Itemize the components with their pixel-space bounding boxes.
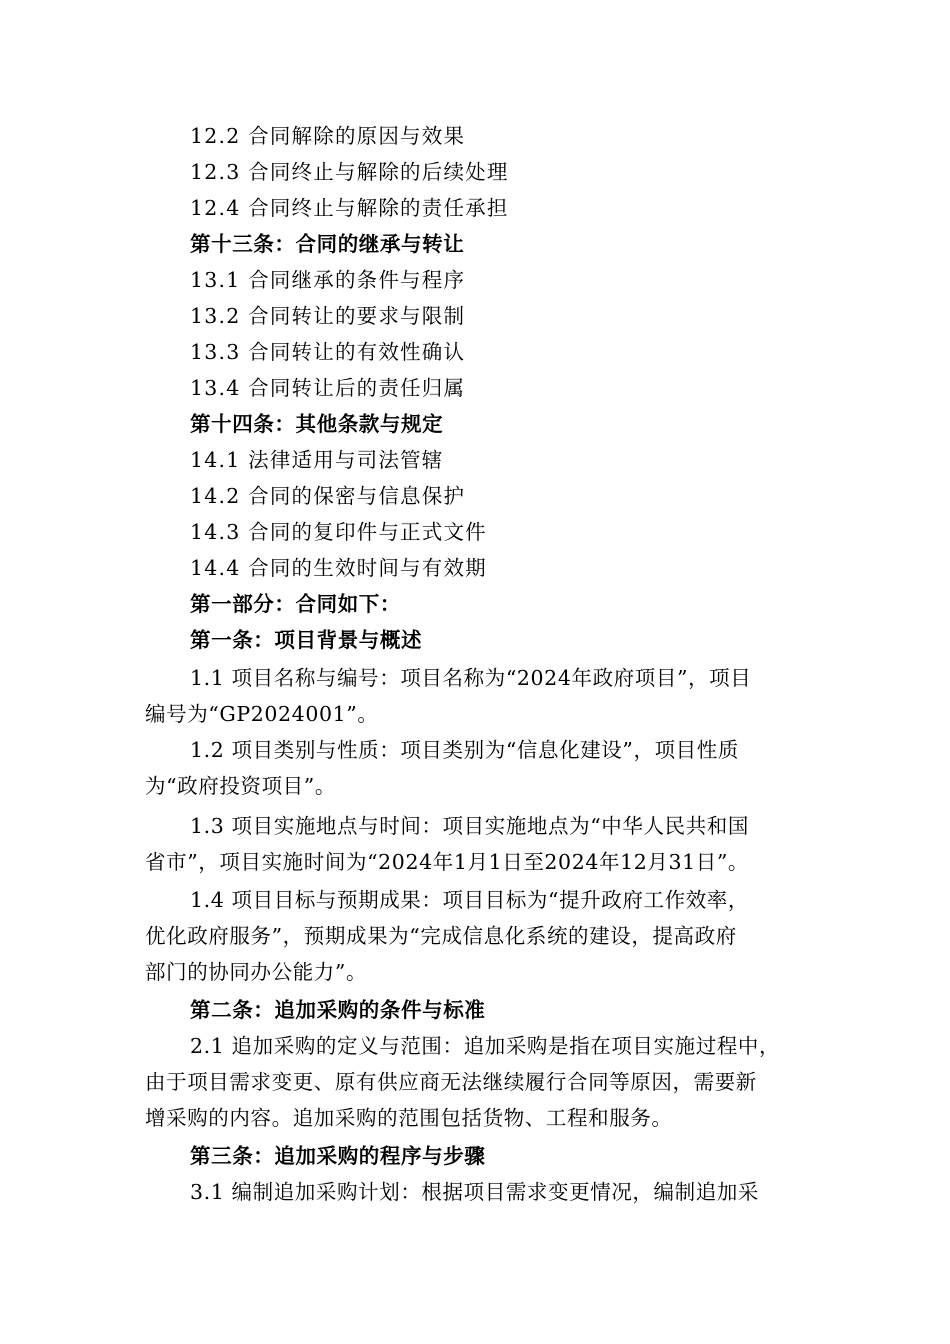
paragraph-line: 优化政府服务”，预期成果为“完成信息化系统的建设，提高政府 <box>145 924 737 948</box>
toc-item-13-1: 13.1 合同继承的条件与程序 <box>190 268 466 292</box>
paragraph-line: 为“政府投资项目”。 <box>145 774 336 798</box>
paragraph-1-2 <box>145 732 810 804</box>
paragraph-2-1 <box>145 1028 810 1136</box>
toc-item-12-3: 12.3 合同终止与解除的后续处理 <box>190 160 509 184</box>
paragraph-line: 2.1 追加采购的定义与范围：追加采购是指在项目实施过程中， <box>190 1034 781 1058</box>
paragraph-line: 1.2 项目类别与性质：项目类别为“信息化建设”，项目性质 <box>190 738 739 762</box>
paragraph-line: 部门的协同办公能力”。 <box>145 960 368 984</box>
paragraph-line: 3.1 编制追加采购计划：根据项目需求变更情况，编制追加采 <box>190 1180 760 1204</box>
paragraph-line: 省市”，项目实施时间为“2024年1月1日至2024年12月31日”。 <box>145 850 750 874</box>
paragraph-line: 1.4 项目目标与预期成果：项目目标为“提升政府工作效率， <box>190 888 749 912</box>
toc-item-14-1: 14.1 法律适用与司法管辖 <box>190 448 444 472</box>
article-1-heading: 第一条：项目背景与概述 <box>190 628 423 652</box>
paragraph-1-1 <box>145 660 810 732</box>
paragraph-line: 1.3 项目实施地点与时间：项目实施地点为“中华人民共和国 <box>190 814 749 838</box>
paragraph-3-1 <box>145 1174 810 1210</box>
paragraph-line: 编号为“GP2024001”。 <box>145 702 379 726</box>
article-3-heading: 第三条：追加采购的程序与步骤 <box>190 1144 486 1168</box>
article-2-heading: 第二条：追加采购的条件与标准 <box>190 998 486 1022</box>
toc-item-12-4: 12.4 合同终止与解除的责任承担 <box>190 196 509 220</box>
toc-item-14-3: 14.3 合同的复印件与正式文件 <box>190 520 487 544</box>
toc-heading-article-13: 第十三条：合同的继承与转让 <box>190 232 465 256</box>
paragraph-line: 增采购的内容。追加采购的范围包括货物、工程和服务。 <box>145 1106 673 1130</box>
paragraph-line: 1.1 项目名称与编号：项目名称为“2024年政府项目”，项目 <box>190 666 752 690</box>
toc-item-14-4: 14.4 合同的生效时间与有效期 <box>190 556 487 580</box>
toc-item-13-4: 13.4 合同转让后的责任归属 <box>190 376 466 400</box>
toc-item-12-2: 12.2 合同解除的原因与效果 <box>190 124 466 148</box>
paragraph-1-4 <box>145 882 810 990</box>
toc-heading-article-14: 第十四条：其他条款与规定 <box>190 412 444 436</box>
paragraph-line: 由于项目需求变更、原有供应商无法继续履行合同等原因，需要新 <box>145 1070 757 1094</box>
toc-item-14-2: 14.2 合同的保密与信息保护 <box>190 484 466 508</box>
toc-item-13-2: 13.2 合同转让的要求与限制 <box>190 304 466 328</box>
paragraph-1-3 <box>145 808 810 880</box>
toc-item-13-3: 13.3 合同转让的有效性确认 <box>190 340 466 364</box>
part-one-heading: 第一部分：合同如下： <box>190 592 401 616</box>
